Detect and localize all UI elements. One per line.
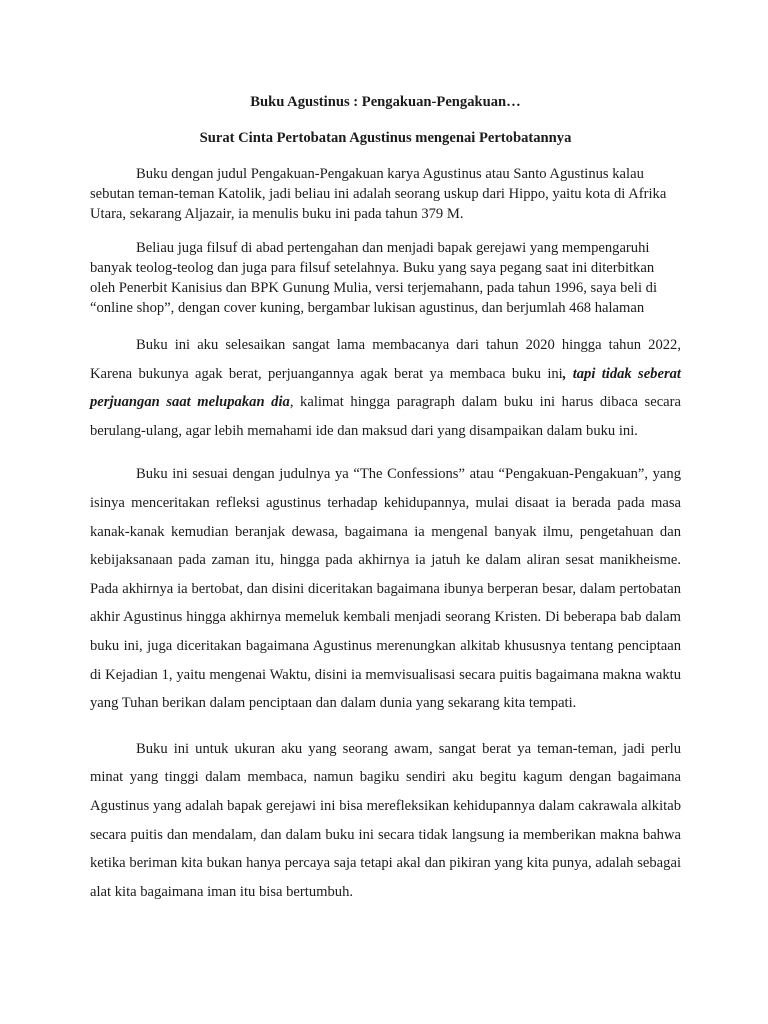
paragraph-1: Buku dengan judul Pengakuan-Pengakuan karya Agustinus atau Santo Agustinus kalau sebutan teman-teman Katolik, jadi beliau ini adalah seorang uskup dari Hippo, yaitu kota di Afrika Utara, sekarang Aljazair, ia menulis buku ini pada tahun 379 M.	[90, 166, 667, 222]
paragraph-2: Beliau juga filsuf di abad pertengahan dan menjadi bapak gerejawi yang mempengaruhi banyak teolog-teolog dan juga para filsuf setelahnya. Buku yang saya pegang saat ini diterbitkan oleh Penerbit Kanisius dan BPK Gunung Mulia, versi terjemahann, pada tahun 1996, saya beli di “online shop”, dengan cover kuning, bergambar lukisan agustinus, dan berjumlah 468 halaman	[90, 240, 658, 316]
paragraph-3	[90, 331, 681, 445]
document-title: Buku Agustinus : Pengakuan-Pengakuan…	[250, 94, 521, 110]
paragraph-3-emphasis: , tapi tidak seberat perjuangan saat melupakan dia	[90, 365, 681, 411]
paragraph-3-text-end: , kalimat hingga paragraph dalam buku ini harus dibaca secara berulang-ulang, agar lebih memahami ide dan maksud dari yang disampaikan dalam buku ini.	[90, 394, 681, 439]
paragraph-4: Buku ini sesuai dengan judulnya ya “The Confessions” atau “Pengakuan-Pengakuan”, yang isinya menceritakan refleksi agustinus terhadap kehidupannya, mulai disaat ia berada pada masa kanak-kanak kemudian beranjak dewasa, bagaimana ia mengenal banyak ilmu, pengetahuan dan kebijaksanaan pada zaman itu, hingga pada akhirnya ia jatuh ke dalam aliran sesat manikheisme. Pada akhirnya ia bertobat, dan disini diceritakan bagaimana ibunya berperan besar, dalam pertobatan akhir Agustinus hingga akhirnya memeluk kembali menjadi seorang Kristen. Di beberapa bab dalam buku ini, juga diceritakan bagaimana Agustinus merenungkan alkitab khususnya tentang penciptaan di Kejadian 1, yaitu mengenai Waktu, disini ia memvisualisasi secara puitis bagaimana makna waktu yang Tuhan berikan dalam penciptaan dan dalam dunia yang sekarang kita tempati.	[90, 466, 681, 712]
document-subtitle: Surat Cinta Pertobatan Agustinus mengenai Pertobatannya	[199, 130, 572, 146]
paragraph-5: Buku ini untuk ukuran aku yang seorang awam, sangat berat ya teman-teman, jadi perlu minat yang tinggi dalam membaca, namun bagiku sendiri aku begitu kagum dengan bagaimana Agustinus yang adalah bapak gerejawi ini bisa merefleksikan kehidupannya dalam cakrawala alkitab secara puitis dan mendalam, dan dalam buku ini secara tidak langsung ia memberikan makna bahwa ketika beriman kita bukan hanya percaya saja tetapi akal dan pikiran yang kita punya, adalah sebagai alat kita bagaimana iman itu bisa bertumbuh.	[90, 740, 681, 900]
paragraph-3-text-start: Buku ini aku selesaikan sangat lama membacanya dari tahun 2020 hingga tahun 2022, Karena bukunya agak berat, perjuangannya agak berat ya membaca buku ini	[90, 337, 681, 382]
